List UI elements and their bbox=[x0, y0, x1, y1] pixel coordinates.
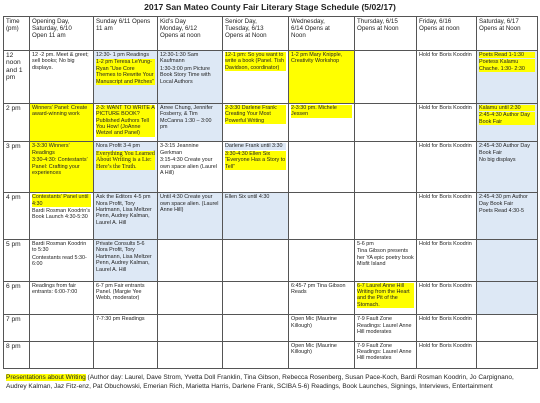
event-entry: 5-6 pm bbox=[357, 240, 374, 247]
column-header-sat610 bbox=[30, 17, 94, 51]
event-entry: Private Consults 5-6 Nora Profit, Tory Hartmann, Lisa Meltzer Penn, Audrey Kalman, Laurel A. Hill bbox=[96, 240, 152, 273]
schedule-cell bbox=[223, 51, 289, 104]
schedule-cell bbox=[289, 341, 355, 368]
column-header-fri616 bbox=[417, 17, 477, 51]
schedule-cell bbox=[223, 315, 289, 341]
schedule-cell bbox=[477, 51, 538, 104]
column-header-tue613 bbox=[223, 17, 289, 51]
event-entry: Tina Gibson presents her YA epic poetry book Misfit Island bbox=[357, 248, 414, 268]
header-line: Friday, 6/16 bbox=[419, 18, 452, 25]
schedule-cell bbox=[289, 193, 355, 240]
schedule-cell bbox=[158, 142, 223, 193]
time-cell: 8 pm bbox=[4, 341, 30, 368]
header-line: Opens at Noon bbox=[357, 25, 399, 32]
column-header-sat617 bbox=[477, 17, 538, 51]
schedule-cell bbox=[477, 239, 538, 281]
schedule-cell bbox=[477, 103, 538, 142]
schedule-cell bbox=[417, 103, 477, 142]
header-line: Kid’s Day bbox=[160, 18, 187, 25]
event-entry: Winners’ Panel: Create award-winning work bbox=[32, 105, 91, 118]
event-entry: Open Mic (Maurine Killough) bbox=[291, 316, 337, 329]
event-entry: 3:30-4:30: Contestants’ Panel: Crafting your experiences bbox=[32, 157, 91, 176]
event-entry: Open Mic (Maurine Killough) bbox=[291, 342, 337, 355]
schedule-cell bbox=[417, 239, 477, 281]
schedule-cell bbox=[94, 51, 158, 104]
schedule-cell bbox=[355, 103, 417, 142]
time-row bbox=[4, 142, 538, 193]
schedule-cell bbox=[223, 239, 289, 281]
footer-text: (Author day: Laurel, Dave Strom, Yvetta Doll Franklin, Tina Gibson, Rebecca Rosenberg, Susan Pace-Koch, Bardi Rosman Koodrin, Jo Carpignano, Audrey Kalman, Jaz Fitz-enz, Pat Obuchowski, Emerian Rich, Marietta Harris, Darlene Frank, SCIBA 5-6) Readings, Book Launches, Signings, Interviews, Entertainment bbox=[6, 374, 514, 390]
event-entry: 6-7 Laurel Anne Hill Writing from the Heart and the Pit of the Stomach. bbox=[357, 283, 414, 309]
schedule-cell bbox=[30, 193, 94, 240]
header-line: Wednesday, bbox=[291, 18, 325, 25]
time-cell: 7 pm bbox=[4, 315, 30, 341]
event-entry: Hold for Boris Koodrin bbox=[419, 143, 472, 150]
schedule-cell bbox=[94, 193, 158, 240]
time-cell: 3 pm bbox=[4, 142, 30, 193]
header-line: Noon bbox=[291, 32, 306, 39]
event-entry: 1-2 pm Mary Knipple, Creativity Workshop bbox=[291, 52, 352, 65]
event-entry: 12 -2 pm. Meet & greet; sell books; No big displays. bbox=[32, 52, 89, 71]
schedule-cell bbox=[223, 193, 289, 240]
event-entry: 2-3:30 Darlene Frank: Creating Your Most Powerful Writing bbox=[225, 105, 286, 124]
event-entry: Hold for Boris Koodrin bbox=[419, 104, 472, 111]
event-entry: Readings from fair entrants: 6:00-7:00 bbox=[32, 282, 78, 295]
event-entry: Hold for Boris Koodrin bbox=[419, 316, 472, 323]
event-entry: 6:45-7 pm Tina Gibson Reads bbox=[291, 282, 346, 295]
time-cell: 12 noon and 1 pm bbox=[4, 51, 30, 104]
header-line: 6/14 Opens at bbox=[291, 25, 330, 32]
event-entry: 2:45-4:30 Author Day Book Fair bbox=[479, 143, 535, 156]
event-entry: 1-2 pm Teresa LeYung-Ryan “Use Core Themes to Rewrite Your Manuscript and Pitches” bbox=[96, 59, 154, 85]
event-entry: Hold for Boris Koodrin bbox=[419, 282, 472, 289]
event-entry: 2-3:30 pm. Michele Jessen bbox=[291, 105, 352, 118]
schedule-cell bbox=[30, 341, 94, 368]
event-entry: Hold for Boris Koodrin bbox=[419, 240, 472, 247]
time-cell: 6 pm bbox=[4, 281, 30, 315]
header-line: Saturday, 6/10 bbox=[32, 25, 72, 32]
time-row bbox=[4, 281, 538, 315]
event-entry: No big displays bbox=[479, 157, 535, 163]
header-line: Saturday, 6/17 bbox=[479, 18, 519, 25]
schedule-cell bbox=[158, 315, 223, 341]
time-row bbox=[4, 103, 538, 142]
column-header-wed614 bbox=[289, 17, 355, 51]
schedule-cell bbox=[289, 239, 355, 281]
event-entry: Hold for Boris Koodrin bbox=[419, 342, 472, 349]
schedule-cell bbox=[355, 341, 417, 368]
schedule-cell bbox=[289, 51, 355, 104]
schedule-cell bbox=[289, 315, 355, 341]
schedule-cell bbox=[355, 281, 417, 315]
schedule-cell bbox=[30, 315, 94, 341]
schedule-cell bbox=[417, 51, 477, 104]
schedule-cell bbox=[477, 315, 538, 341]
header-line: Thursday, 6/15 bbox=[357, 18, 398, 25]
schedule-cell bbox=[417, 341, 477, 368]
event-entry: Poets Read 4:30-5 bbox=[479, 208, 524, 215]
header-line: Time (pm) bbox=[6, 18, 20, 32]
schedule-cell bbox=[158, 341, 223, 368]
event-entry: 12:30-1:30 Sam Kaufmann bbox=[160, 52, 220, 65]
schedule-cell bbox=[289, 281, 355, 315]
event-entry: 6-7 pm Fair entrants Panel. (Margie Yee Webb, moderator) bbox=[96, 282, 145, 302]
header-line: Opening Day, bbox=[32, 18, 70, 25]
schedule-cell bbox=[355, 51, 417, 104]
event-entry: Everything You Learned About Writing is a Lie: Here’s the Truth. bbox=[96, 150, 155, 170]
header-line: Opens at noon bbox=[419, 25, 460, 32]
schedule-cell bbox=[158, 103, 223, 142]
schedule-cell bbox=[158, 193, 223, 240]
time-cell: 5 pm bbox=[4, 239, 30, 281]
schedule-cell bbox=[94, 239, 158, 281]
schedule-cell bbox=[158, 281, 223, 315]
column-header-sun611 bbox=[94, 17, 158, 51]
column-header-thu615 bbox=[355, 17, 417, 51]
event-entry: Hold for Boris Koodrin bbox=[419, 52, 472, 58]
time-row bbox=[4, 51, 538, 104]
schedule-cell bbox=[355, 315, 417, 341]
header-line: Senior Day, bbox=[225, 18, 257, 25]
event-entry: 12-1 pm: So you want to write a book (Panel. Tish Davidson, coordinator) bbox=[225, 52, 285, 71]
schedule-cell bbox=[477, 193, 538, 240]
event-entry: 2:45-4:30 Author Day Book Fair bbox=[479, 112, 535, 125]
event-entry: Darlene Frank until 3:30 bbox=[225, 143, 286, 149]
event-entry: 3:30-4:30 Ellen Six “Everyone Has a Story to Tell” bbox=[225, 150, 286, 170]
event-entry: Ellen Six until 4:30 bbox=[225, 194, 270, 201]
schedule-cell bbox=[223, 103, 289, 142]
header-line: Monday, 6/12 bbox=[160, 25, 198, 32]
event-entry: 2:45-4:30 pm Author Day Book Fair bbox=[479, 194, 528, 207]
schedule-cell bbox=[355, 239, 417, 281]
header-line: Opens at noon bbox=[160, 32, 201, 39]
schedule-cell bbox=[94, 103, 158, 142]
schedule-cell bbox=[417, 281, 477, 315]
schedule-cell bbox=[94, 341, 158, 368]
schedule-cell bbox=[477, 341, 538, 368]
event-entry: 7-9 Fault Zone Readings: Laurel Anne Hill moderates bbox=[357, 342, 412, 362]
schedule-cell bbox=[417, 142, 477, 193]
time-row bbox=[4, 239, 538, 281]
schedule-cell bbox=[30, 239, 94, 281]
event-entry: Poets Read 1-1:30 bbox=[479, 52, 535, 58]
event-entry: 3:15-4:30 Create your own space alien (Laurel A Hill) bbox=[160, 157, 217, 177]
event-entry: 7-7:30 pm Readings bbox=[96, 316, 145, 323]
schedule-cell bbox=[30, 281, 94, 315]
schedule-cell bbox=[223, 341, 289, 368]
event-entry: Arree Chung, Jennifer Fosberry, & Tim McCanna 1:30 – 3:00 pm bbox=[160, 104, 213, 131]
time-row bbox=[4, 341, 538, 368]
header-line: Open 11 am bbox=[32, 32, 66, 39]
schedule-cell bbox=[417, 315, 477, 341]
event-entry: 2-3: WANT TO WRITE A PICTURE BOOK? Published Authors Tell You How! (JoAnne Wetzel and Panel) bbox=[96, 104, 155, 137]
event-entry: Nora Profit 3-4 pm bbox=[96, 143, 155, 149]
schedule-cell bbox=[477, 142, 538, 193]
schedule-cell bbox=[289, 142, 355, 193]
event-entry: Ask the Editors 4-5 pm Nora Profit, Tory Hartmann, Lisa Meltzer Penn, Audrey Kalman, Laurel A. Hill bbox=[96, 194, 152, 226]
schedule-cell bbox=[158, 51, 223, 104]
schedule-cell bbox=[158, 239, 223, 281]
schedule-cell bbox=[417, 193, 477, 240]
schedule-cell bbox=[30, 142, 94, 193]
header-line: Tuesday, 6/13 bbox=[225, 25, 264, 32]
event-entry: Hold for Boris Koodrin bbox=[419, 194, 472, 201]
time-row bbox=[4, 193, 538, 240]
header-line: Opens at Noon bbox=[225, 32, 267, 39]
footer-note bbox=[6, 373, 534, 391]
event-entry: Until 4:30 Create your own space alien. (Laurel Anne Hill) bbox=[160, 194, 219, 214]
footer-highlight: Presentations about Writing bbox=[6, 374, 86, 381]
event-entry: Bardi Rosman Koodrin to 5:30 bbox=[32, 240, 87, 254]
event-entry: Poetess Kalamu Chache. 1:30- 2:30 bbox=[479, 59, 535, 72]
event-entry: 3-3:30 Winners’ Readings bbox=[32, 143, 91, 156]
event-entry: Bardi Rosman Koodrin’s Book Launch 4:30-5:30 bbox=[32, 208, 91, 221]
header-line: Opens at Noon bbox=[479, 25, 521, 32]
event-entry: 1:30-3:00 pm Picture Book Story Time with Local Authors bbox=[160, 66, 220, 85]
header-line: 11 am bbox=[96, 25, 113, 32]
schedule-cell bbox=[477, 281, 538, 315]
event-entry: 3-3:15 Jeannine Gerkman bbox=[160, 143, 199, 156]
schedule-cell bbox=[94, 281, 158, 315]
header-line: Sunday 6/11 Opens bbox=[96, 18, 151, 25]
header-row bbox=[4, 17, 538, 51]
event-entry: Contestants read 5:30-6:00 bbox=[32, 254, 87, 268]
time-row bbox=[4, 315, 538, 341]
event-entry: 7-9 Fault Zone Readings: Laurel Anne Hill moderates bbox=[357, 316, 412, 335]
schedule-cell bbox=[223, 281, 289, 315]
column-header-mon612 bbox=[158, 17, 223, 51]
schedule-cell bbox=[30, 51, 94, 104]
event-entry: Kalamu until 2:30 bbox=[479, 105, 535, 111]
schedule-table bbox=[3, 16, 538, 369]
schedule-cell bbox=[30, 103, 94, 142]
column-header-time bbox=[4, 17, 30, 51]
schedule-cell bbox=[223, 142, 289, 193]
schedule-cell bbox=[355, 193, 417, 240]
schedule-cell bbox=[94, 315, 158, 341]
event-entry: Contestants’ Panel until 4:30 bbox=[32, 194, 91, 207]
time-cell: 4 pm bbox=[4, 193, 30, 240]
event-entry: 12:30- 1 pm Readings bbox=[96, 52, 155, 58]
schedule-cell bbox=[94, 142, 158, 193]
time-cell: 2 pm bbox=[4, 103, 30, 142]
schedule-cell bbox=[289, 103, 355, 142]
page-title: 2017 San Mateo County Fair Literary Stage Schedule (5/02/17) bbox=[144, 2, 396, 12]
schedule-cell bbox=[355, 142, 417, 193]
